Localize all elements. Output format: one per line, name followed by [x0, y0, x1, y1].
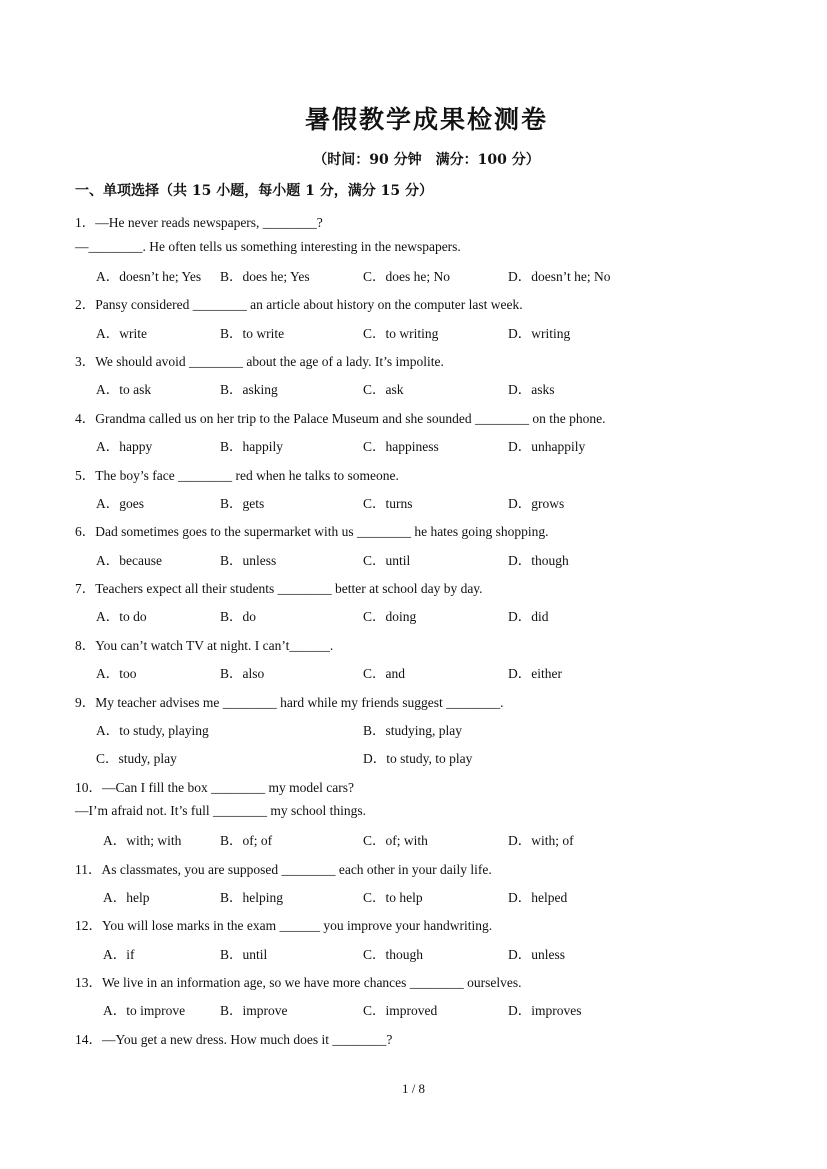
- option-a[interactable]: A．to ask: [96, 382, 152, 397]
- option-c[interactable]: C．of; with: [363, 833, 428, 848]
- option-b[interactable]: B．helping: [220, 890, 283, 905]
- question-1-stem-2: —________. He often tells us something interesting in the newspapers.: [75, 239, 461, 254]
- option-b[interactable]: B．until: [220, 947, 268, 962]
- question-13-options: [0, 999, 827, 1017]
- question-5-stem: 5．The boy’s face ________ red when he talks to someone.: [75, 468, 399, 483]
- option-d[interactable]: D．unless: [508, 947, 565, 962]
- question-4-options: [0, 435, 827, 453]
- question-12-options: [0, 943, 827, 961]
- question-7-options: [0, 605, 827, 623]
- option-a[interactable]: A．happy: [96, 439, 153, 454]
- question-3-options: [0, 378, 827, 396]
- question-1-stem: 1．—He never reads newspapers, ________?: [75, 215, 323, 230]
- option-b[interactable]: B．do: [220, 609, 257, 624]
- option-d[interactable]: D．with; of: [508, 833, 574, 848]
- question-8-options: [0, 662, 827, 680]
- option-b[interactable]: B．of; of: [220, 833, 273, 848]
- option-d[interactable]: D．unhappily: [508, 439, 586, 454]
- option-c[interactable]: C．ask: [363, 382, 404, 397]
- option-c[interactable]: C．to help: [363, 890, 423, 905]
- question-7-stem: 7．Teachers expect all their students ________ better at school day by day.: [75, 581, 483, 596]
- question-10-stem-2: —I’m afraid not. It’s full ________ my school things.: [75, 803, 366, 818]
- option-a[interactable]: A．to do: [96, 609, 147, 624]
- option-b[interactable]: B．does he; Yes: [220, 269, 310, 284]
- option-c[interactable]: C．turns: [363, 496, 413, 511]
- option-d[interactable]: D．asks: [508, 382, 555, 397]
- question-10-options: [0, 829, 827, 847]
- option-c[interactable]: C．improved: [363, 1003, 438, 1018]
- option-b[interactable]: B．gets: [220, 496, 265, 511]
- option-a[interactable]: A．because: [96, 553, 162, 568]
- option-c[interactable]: C．study, play: [96, 751, 177, 766]
- option-c[interactable]: C．until: [363, 553, 411, 568]
- option-a[interactable]: A．doesn’t he; Yes: [96, 269, 202, 284]
- option-b[interactable]: B．happily: [220, 439, 283, 454]
- question-13-stem: 13．We live in an information age, so we have more chances ________ ourselves.: [75, 975, 522, 990]
- option-a[interactable]: A．with; with: [103, 833, 182, 848]
- question-9-stem: 9．My teacher advises me ________ hard while my friends suggest ________.: [75, 695, 504, 710]
- option-d[interactable]: D．writing: [508, 326, 571, 341]
- section-heading: 一、单项选择（共 15 小题，每小题 1 分，满分 15 分）: [75, 183, 433, 199]
- option-d[interactable]: D．either: [508, 666, 562, 681]
- option-a[interactable]: A．if: [103, 947, 135, 962]
- option-b[interactable]: B．asking: [220, 382, 278, 397]
- option-a[interactable]: A．help: [103, 890, 150, 905]
- option-d[interactable]: D．grows: [508, 496, 565, 511]
- question-6-options: [0, 549, 827, 567]
- option-b[interactable]: B．to write: [220, 326, 285, 341]
- question-12-stem: 12．You will lose marks in the exam ______ you improve your handwriting.: [75, 918, 493, 933]
- option-a[interactable]: A．too: [96, 666, 137, 681]
- option-d[interactable]: D．doesn’t he; No: [508, 269, 611, 284]
- question-9-options-row-1: [0, 719, 827, 737]
- option-b[interactable]: B．improve: [220, 1003, 288, 1018]
- question-2-options: [0, 322, 827, 340]
- question-9-options-row-2: [0, 747, 827, 765]
- option-a[interactable]: A．goes: [96, 496, 144, 511]
- question-2-stem: 2．Pansy considered ________ an article about history on the computer last week.: [75, 297, 523, 312]
- option-d[interactable]: D．improves: [508, 1003, 582, 1018]
- exam-info: （时间：90 分钟 满分：100 分）: [313, 152, 540, 168]
- option-d[interactable]: D．did: [508, 609, 549, 624]
- option-d[interactable]: D．though: [508, 553, 569, 568]
- option-c[interactable]: C．happiness: [363, 439, 439, 454]
- option-b[interactable]: B．also: [220, 666, 265, 681]
- page-number: 1 / 8: [401, 1081, 426, 1096]
- option-c[interactable]: C．though: [363, 947, 424, 962]
- page-title: 暑假教学成果检测卷: [304, 105, 548, 134]
- question-6-stem: 6．Dad sometimes goes to the supermarket with us ________ he hates going shopping.: [75, 524, 549, 539]
- question-11-options: [0, 886, 827, 904]
- question-4-stem: 4．Grandma called us on her trip to the Palace Museum and she sounded ________ on the phone.: [75, 411, 606, 426]
- option-a[interactable]: A．to improve: [103, 1003, 186, 1018]
- question-14-stem: 14．—You get a new dress. How much does it ________?: [75, 1032, 393, 1047]
- question-5-options: [0, 492, 827, 510]
- option-c[interactable]: C．does he; No: [363, 269, 450, 284]
- option-b[interactable]: B．studying, play: [363, 723, 463, 738]
- question-1-options: [0, 265, 827, 283]
- option-c[interactable]: C．and: [363, 666, 405, 681]
- option-c[interactable]: C．to writing: [363, 326, 439, 341]
- option-d[interactable]: D．helped: [508, 890, 568, 905]
- question-11-stem: 11．As classmates, you are supposed ________ each other in your daily life.: [75, 862, 492, 877]
- option-a[interactable]: A．write: [96, 326, 147, 341]
- question-10-stem: 10．—Can I fill the box ________ my model cars?: [75, 780, 354, 795]
- option-a[interactable]: A．to study, playing: [96, 723, 209, 738]
- option-d[interactable]: D．to study, to play: [363, 751, 473, 766]
- option-c[interactable]: C．doing: [363, 609, 417, 624]
- question-3-stem: 3．We should avoid ________ about the age of a lady. It’s impolite.: [75, 354, 444, 369]
- question-8-stem: 8．You can’t watch TV at night. I can’t______.: [75, 638, 334, 653]
- option-b[interactable]: B．unless: [220, 553, 277, 568]
